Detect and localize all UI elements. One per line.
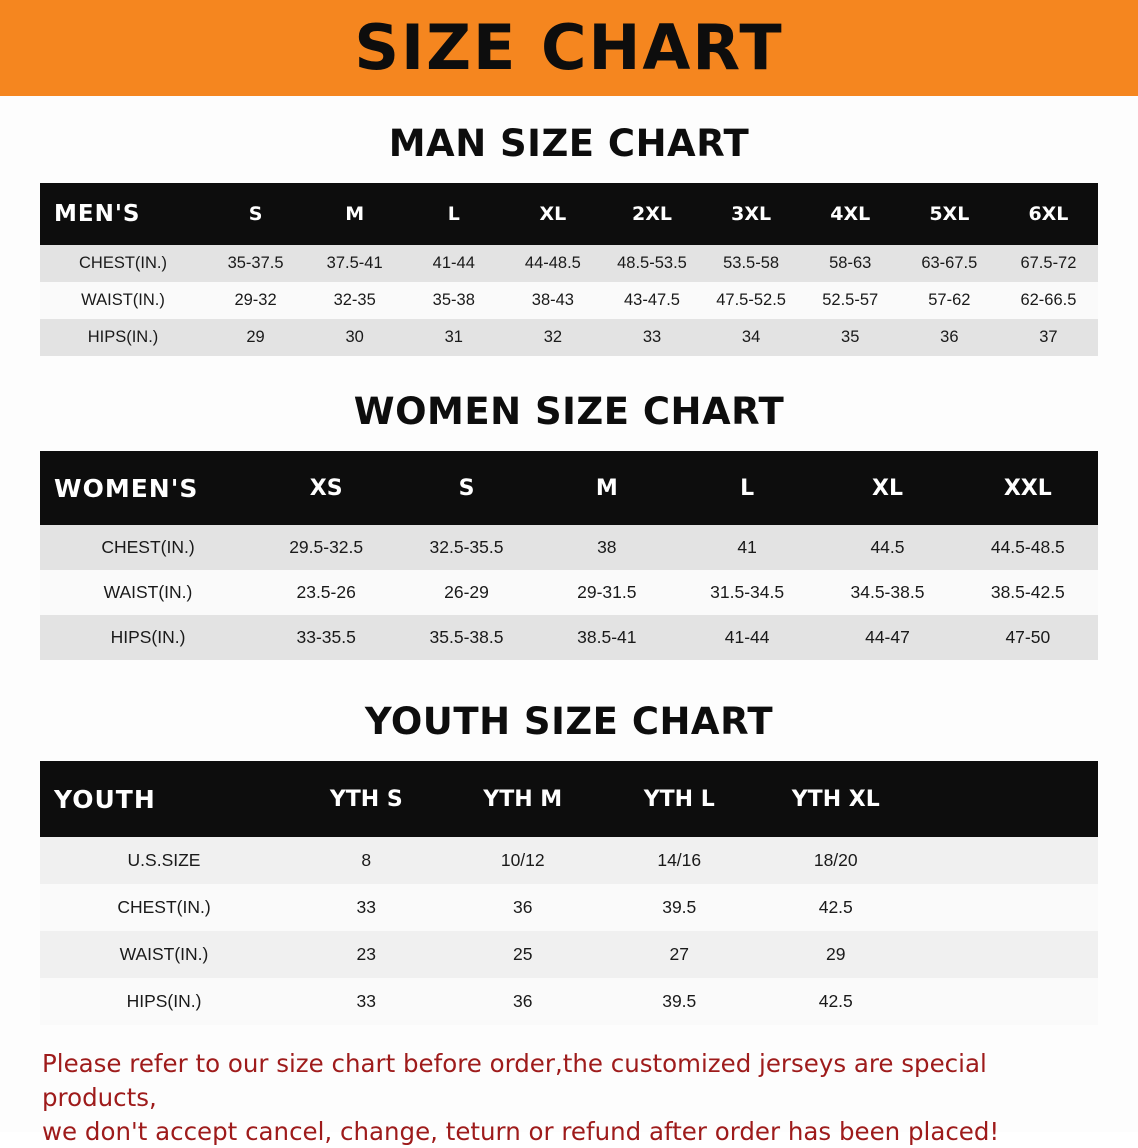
women-header-0: WOMEN'S	[40, 451, 256, 525]
youth-cell-1-3: 42.5	[758, 884, 915, 931]
women-header-2: S	[396, 451, 536, 525]
table-header-row	[40, 451, 1098, 525]
table-row	[40, 319, 1098, 356]
disclaimer-note	[0, 1047, 1138, 1148]
man-cell-0-1: 37.5-41	[305, 245, 404, 282]
youth-cell-3-spacer	[914, 978, 1098, 1025]
table-row	[40, 525, 1098, 570]
table-row	[40, 282, 1098, 319]
man-cell-0-6: 58-63	[801, 245, 900, 282]
youth-row-3-label: HIPS(IN.)	[40, 978, 288, 1025]
man-cell-0-0: 35-37.5	[206, 245, 305, 282]
man-header-0: MEN'S	[40, 183, 206, 245]
youth-header-0: YOUTH	[40, 761, 288, 837]
man-cell-1-0: 29-32	[206, 282, 305, 319]
youth-header-3: YTH L	[601, 761, 758, 837]
man-cell-2-5: 34	[702, 319, 801, 356]
table-header-row	[40, 183, 1098, 245]
table-row	[40, 245, 1098, 282]
table-row	[40, 884, 1098, 931]
youth-cell-2-0: 23	[288, 931, 445, 978]
man-cell-0-2: 41-44	[404, 245, 503, 282]
youth-cell-1-0: 33	[288, 884, 445, 931]
table-row	[40, 615, 1098, 660]
man-cell-2-0: 29	[206, 319, 305, 356]
man-cell-2-3: 32	[503, 319, 602, 356]
women-row-1-label: WAIST(IN.)	[40, 570, 256, 615]
man-cell-1-8: 62-66.5	[999, 282, 1098, 319]
man-header-2: M	[305, 183, 404, 245]
youth-header-spacer	[914, 761, 1098, 837]
women-cell-0-3: 41	[677, 525, 817, 570]
women-cell-1-3: 31.5-34.5	[677, 570, 817, 615]
youth-cell-1-1: 36	[445, 884, 602, 931]
man-cell-2-8: 37	[999, 319, 1098, 356]
youth-cell-0-2: 14/16	[601, 837, 758, 884]
women-cell-2-2: 38.5-41	[537, 615, 677, 660]
man-cell-1-6: 52.5-57	[801, 282, 900, 319]
man-row-1-label: WAIST(IN.)	[40, 282, 206, 319]
table-header-row	[40, 761, 1098, 837]
page-title: SIZE CHART	[354, 11, 784, 84]
table-row	[40, 570, 1098, 615]
table-row	[40, 931, 1098, 978]
youth-cell-3-2: 39.5	[601, 978, 758, 1025]
youth-header-4: YTH XL	[758, 761, 915, 837]
youth-header-1: YTH S	[288, 761, 445, 837]
women-cell-1-0: 23.5-26	[256, 570, 396, 615]
women-cell-1-1: 26-29	[396, 570, 536, 615]
man-header-9: 6XL	[999, 183, 1098, 245]
man-cell-2-2: 31	[404, 319, 503, 356]
women-table-wrap	[0, 451, 1138, 660]
women-cell-0-0: 29.5-32.5	[256, 525, 396, 570]
man-cell-1-5: 47.5-52.5	[702, 282, 801, 319]
youth-row-2-label: WAIST(IN.)	[40, 931, 288, 978]
man-cell-2-7: 36	[900, 319, 999, 356]
women-header-1: XS	[256, 451, 396, 525]
women-cell-0-4: 44.5	[817, 525, 957, 570]
man-table-wrap	[0, 183, 1138, 356]
youth-cell-2-spacer	[914, 931, 1098, 978]
women-header-4: L	[677, 451, 817, 525]
youth-cell-1-2: 39.5	[601, 884, 758, 931]
youth-cell-0-0: 8	[288, 837, 445, 884]
women-cell-1-5: 38.5-42.5	[958, 570, 1098, 615]
man-cell-2-4: 33	[602, 319, 701, 356]
table-row	[40, 978, 1098, 1025]
man-header-3: L	[404, 183, 503, 245]
man-header-8: 5XL	[900, 183, 999, 245]
man-cell-1-2: 35-38	[404, 282, 503, 319]
disclaimer-line-2: we don't accept cancel, change, teturn or refund after order has been placed!	[42, 1116, 1000, 1146]
man-cell-0-4: 48.5-53.5	[602, 245, 701, 282]
youth-cell-3-0: 33	[288, 978, 445, 1025]
women-cell-1-4: 34.5-38.5	[817, 570, 957, 615]
women-cell-2-4: 44-47	[817, 615, 957, 660]
man-row-2-label: HIPS(IN.)	[40, 319, 206, 356]
women-cell-2-1: 35.5-38.5	[396, 615, 536, 660]
women-row-2-label: HIPS(IN.)	[40, 615, 256, 660]
man-header-1: S	[206, 183, 305, 245]
man-size-table	[40, 183, 1098, 356]
man-cell-1-7: 57-62	[900, 282, 999, 319]
women-row-0-label: CHEST(IN.)	[40, 525, 256, 570]
youth-cell-0-1: 10/12	[445, 837, 602, 884]
women-section-heading: WOMEN SIZE CHART	[353, 390, 785, 433]
women-cell-2-3: 41-44	[677, 615, 817, 660]
youth-section-heading: YOUTH SIZE CHART	[364, 700, 774, 743]
man-header-6: 3XL	[702, 183, 801, 245]
youth-cell-0-spacer	[914, 837, 1098, 884]
man-header-7: 4XL	[801, 183, 900, 245]
youth-cell-2-1: 25	[445, 931, 602, 978]
man-cell-0-5: 53.5-58	[702, 245, 801, 282]
youth-cell-2-2: 27	[601, 931, 758, 978]
women-size-table	[40, 451, 1098, 660]
header-banner	[0, 0, 1138, 96]
man-cell-1-1: 32-35	[305, 282, 404, 319]
man-section-heading: MAN SIZE CHART	[388, 122, 750, 165]
women-header-6: XXL	[958, 451, 1098, 525]
women-header-3: M	[537, 451, 677, 525]
youth-cell-1-spacer	[914, 884, 1098, 931]
man-cell-2-6: 35	[801, 319, 900, 356]
youth-row-1-label: CHEST(IN.)	[40, 884, 288, 931]
table-row	[40, 837, 1098, 884]
man-cell-0-3: 44-48.5	[503, 245, 602, 282]
man-cell-1-4: 43-47.5	[602, 282, 701, 319]
women-cell-1-2: 29-31.5	[537, 570, 677, 615]
youth-row-0-label: U.S.SIZE	[40, 837, 288, 884]
women-header-5: XL	[817, 451, 957, 525]
disclaimer-line-1: Please refer to our size chart before order,the customized jerseys are special products,	[42, 1049, 987, 1112]
youth-table-wrap	[0, 761, 1138, 1025]
man-row-0-label: CHEST(IN.)	[40, 245, 206, 282]
youth-header-2: YTH M	[445, 761, 602, 837]
youth-cell-0-3: 18/20	[758, 837, 915, 884]
man-cell-2-1: 30	[305, 319, 404, 356]
youth-size-table	[40, 761, 1098, 1025]
women-cell-2-0: 33-35.5	[256, 615, 396, 660]
man-cell-0-7: 63-67.5	[900, 245, 999, 282]
women-cell-0-1: 32.5-35.5	[396, 525, 536, 570]
youth-cell-3-3: 42.5	[758, 978, 915, 1025]
man-header-4: XL	[503, 183, 602, 245]
youth-cell-2-3: 29	[758, 931, 915, 978]
youth-cell-3-1: 36	[445, 978, 602, 1025]
women-cell-2-5: 47-50	[958, 615, 1098, 660]
man-cell-0-8: 67.5-72	[999, 245, 1098, 282]
man-header-5: 2XL	[602, 183, 701, 245]
women-cell-0-2: 38	[537, 525, 677, 570]
man-cell-1-3: 38-43	[503, 282, 602, 319]
women-cell-0-5: 44.5-48.5	[958, 525, 1098, 570]
